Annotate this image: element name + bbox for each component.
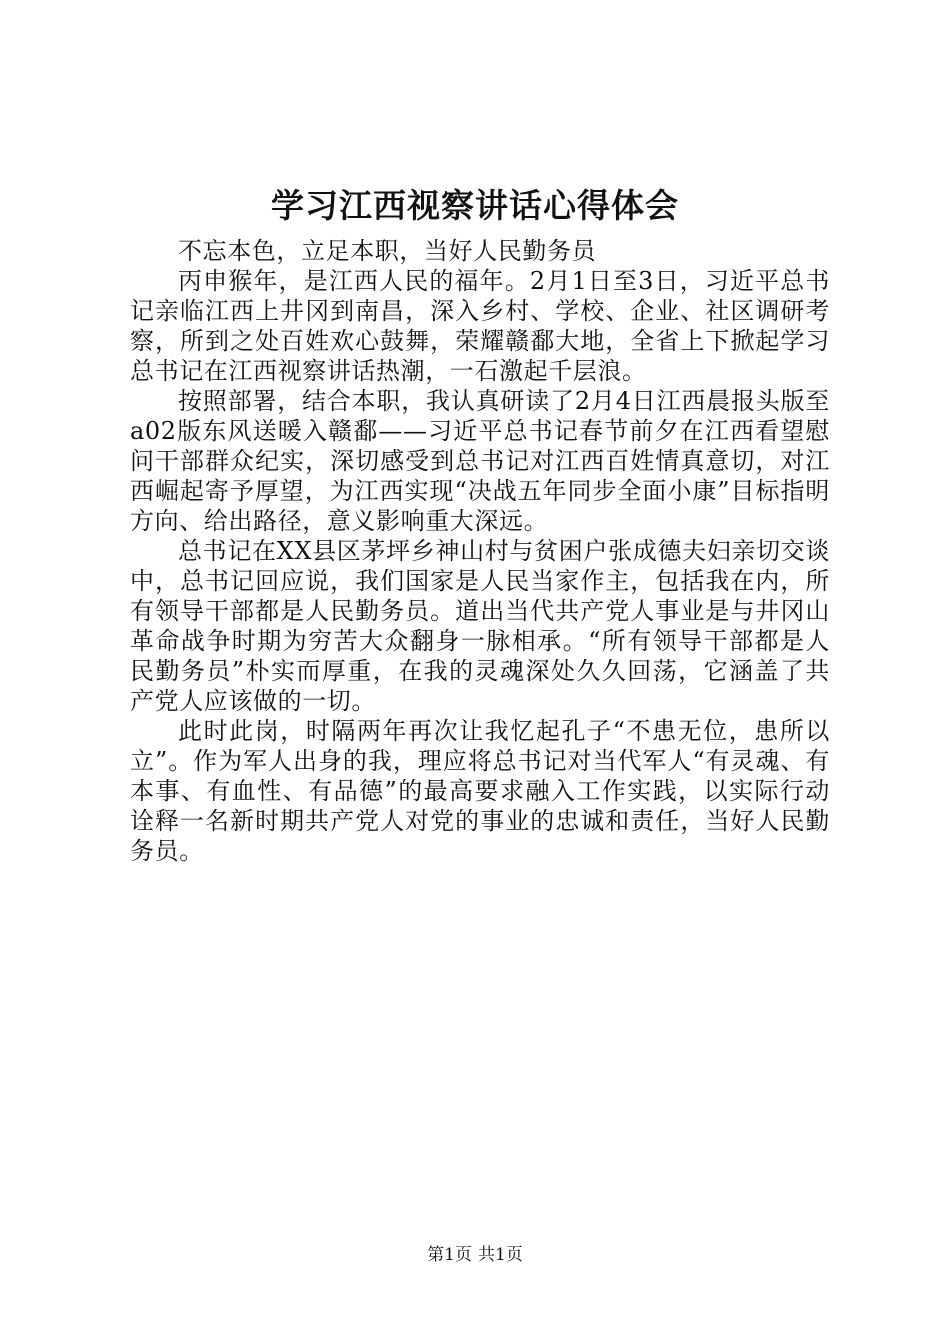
document-body bbox=[130, 236, 830, 866]
page-total: 共1页 bbox=[478, 1245, 523, 1265]
paragraph: 此时此岗，时隔两年再次让我忆起孔子“不患无位，患所以立”。作为军人出身的我，理应将总书记对当代军人“有灵魂、有本事、有血性、有品德”的最高要求融入工作实践，以实际行动诠释一名新时期共产党人对党的事业的忠诚和责任，当好人民勤务员。 bbox=[130, 717, 830, 865]
paragraph: 丙申猴年，是江西人民的福年。2月1日至3日，习近平总书记亲临江西上井冈到南昌，深入乡村、学校、企业、社区调研考察，所到之处百姓欢心鼓舞，荣耀赣鄱大地，全省上下掀起学习总书记在江西视察讲话热潮，一石激起千层浪。 bbox=[130, 267, 830, 385]
paragraph: 总书记在XX县区茅坪乡神山村与贫困户张成德夫妇亲切交谈中，总书记回应说，我们国家是人民当家作主，包括我在内，所有领导干部都是人民勤务员。道出当代共产党人事业是与井冈山革命战争时期为穷苦大众翻身一脉相承。“所有领导干部都是人民勤务员”朴实而厚重，在我的灵魂深处久久回荡，它涵盖了共产党人应该做的一切。 bbox=[130, 537, 830, 715]
paragraph-subtitle: 不忘本色，立足本职，当好人民勤务员 bbox=[178, 237, 597, 265]
page-footer bbox=[0, 1244, 950, 1266]
document-title: 学习江西视察讲话心得体会 bbox=[271, 186, 679, 225]
page-number: 第1页 bbox=[427, 1245, 472, 1265]
paragraph: 按照部署，结合本职，我认真研读了2月4日江西晨报头版至a02版东风送暖入赣鄱——习近平总书记春节前夕在江西看望慰问干部群众纪实，深切感受到总书记对江西百姓情真意切，对江西崛起寄予厚望，为江西实现“决战五年同步全面小康”目标指明方向、给出路径，意义影响重大深远。 bbox=[130, 387, 830, 535]
